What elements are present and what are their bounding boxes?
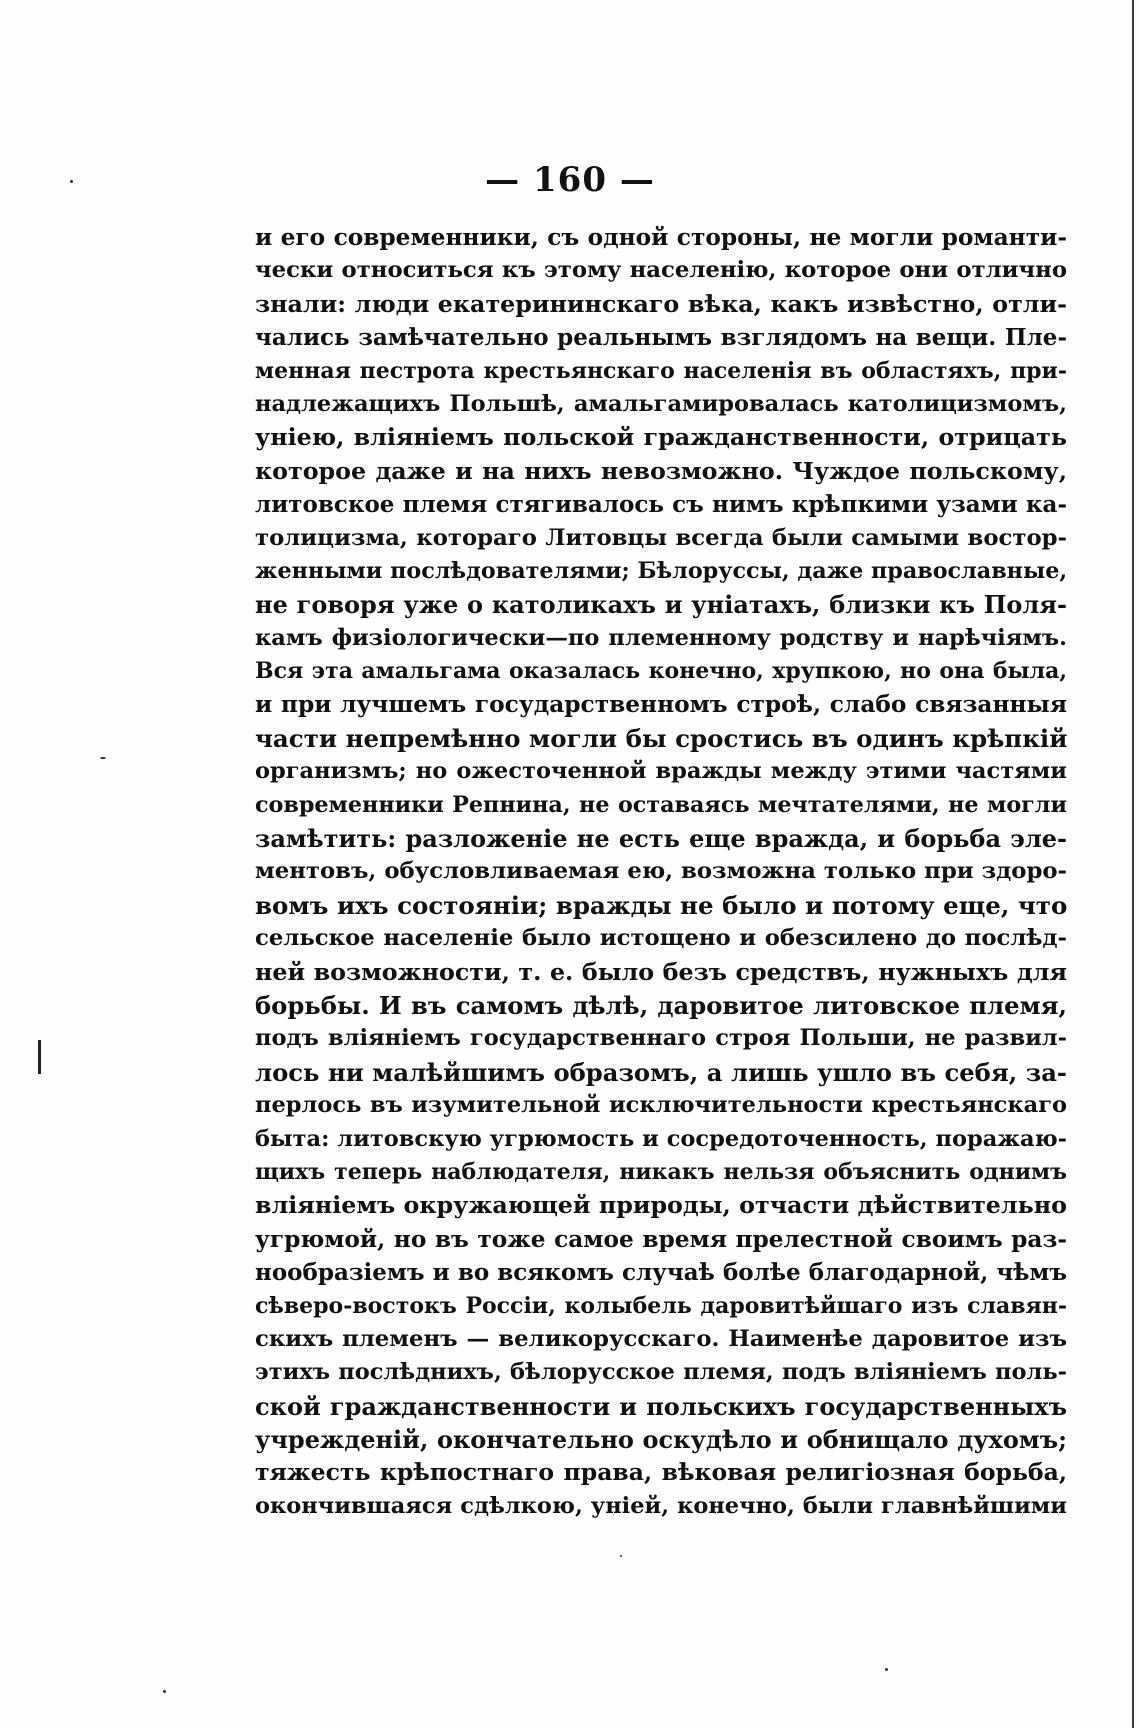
text-line: камъ физіологически—по племенному родству и нарѣчіямъ. [255,624,1067,651]
text-line: борьбы. И въ самомъ дѣлѣ, даровитое литовское племя, [255,990,1067,1020]
text-line: скихъ племенъ — великорусскаго. Наименѣе даровитое изъ [255,1325,1067,1352]
text-line: чески относиться къ этому населенію, которое они отлично [255,257,1067,284]
text-line: толицизма, котораго Литовцы всегда были самыми востор- [255,524,1067,551]
text-line: щихъ теперь наблюдателя, никакъ нельзя объяснить однимъ [255,1158,1067,1185]
body-text [255,221,1067,1523]
text-line: угрюмой, но въ тоже самое время прелестной своимъ раз- [255,1225,1067,1253]
text-line: подъ вліяніемъ государственнаго строя Польши, не развил- [255,1025,1067,1052]
text-line: ской гражданственности и польскихъ государственныхъ [255,1391,1067,1421]
margin-mark [38,1040,41,1074]
text-line: уніею, вліяніемъ польской гражданственности, отрицать [255,423,1067,452]
text-line: литовское племя стягивалось съ нимъ крѣпкими узами ка- [255,491,1067,519]
text-line: которое даже и на нихъ невозможно. Чуждое польскому, [255,456,1067,485]
page-number: — 160 — [485,160,655,200]
text-line: и его современники, съ одной стороны, не могли романти- [255,224,1067,251]
text-line: быта: литовскую угрюмость и сосредоточенность, поражаю- [255,1125,1067,1152]
text-line: вомъ ихъ состояніи; вражды не было и потому еще, что [255,890,1067,920]
text-line: нообразіемъ и во всякомъ случаѣ болѣе благодарной, чѣмъ [255,1259,1067,1287]
text-line: надлежащихъ Польшѣ, амальгамировалась католицизмомъ, [255,390,1067,417]
text-line: перлось въ изумительной исключительности крестьянскаго [255,1092,1067,1119]
text-line: не говоря уже о католикахъ и уніатахъ, близки къ Поля- [255,590,1067,620]
text-line: замѣтить: разложеніе не есть еще вражда, и борьба эле- [255,824,1067,854]
text-line: чались замѣчательно реальнымъ взглядомъ на вещи. Пле- [255,324,1067,352]
text-line: Вся эта амальгама оказалась конечно, хрупкою, но она была, [255,658,1067,685]
text-line: тяжесть крѣпостнаго права, вѣковая религіозная борьба, [255,1458,1067,1487]
text-line: менная пестрота крестьянскаго населенія въ областяхъ, при- [255,357,1067,384]
text-line: лось ни малѣйшимъ образомъ, а лишь ушло въ себя, за- [255,1057,1067,1087]
text-line: части непремѣнно могли бы сростись въ одинъ крѣпкій [255,723,1067,753]
text-line: и при лучшемъ государственномъ строѣ, слабо связанныя [255,691,1067,719]
text-line: окончившаяся сдѣлкою, уніей, конечно, были главнѣйшими [255,1492,1067,1519]
text-line: вліяніемъ окружающей природы, отчасти дѣйствительно [255,1191,1067,1220]
text-line: знали: люди екатерининскаго вѣка, какъ извѣстно, отли- [255,289,1067,318]
text-line: сѣверо-востокъ Россіи, колыбель даровитѣйшаго изъ славян- [255,1292,1067,1319]
scan-edge-line [1132,0,1134,1728]
text-line: современники Репнина, не оставаясь мечтателями, не могли [255,791,1067,818]
text-line: ментовъ, обусловливаемая ею, возможна только при здоро- [255,858,1067,885]
text-line: этихъ послѣднихъ, бѣлорусское племя, подъ вліяніемъ поль- [255,1359,1067,1386]
text-line: учрежденій, окончательно оскудѣло и обнищало духомъ; [255,1425,1067,1455]
text-line: сельское населеніе было истощено и обезсилено до послѣд- [255,925,1067,952]
text-line: женными послѣдователями; Бѣлоруссы, даже православные, [255,557,1067,584]
text-line: организмъ; но ожесточенной вражды между этими частями [255,758,1067,785]
text-line: ней возможности, т. е. было безъ средствъ, нужныхъ для [255,957,1067,986]
